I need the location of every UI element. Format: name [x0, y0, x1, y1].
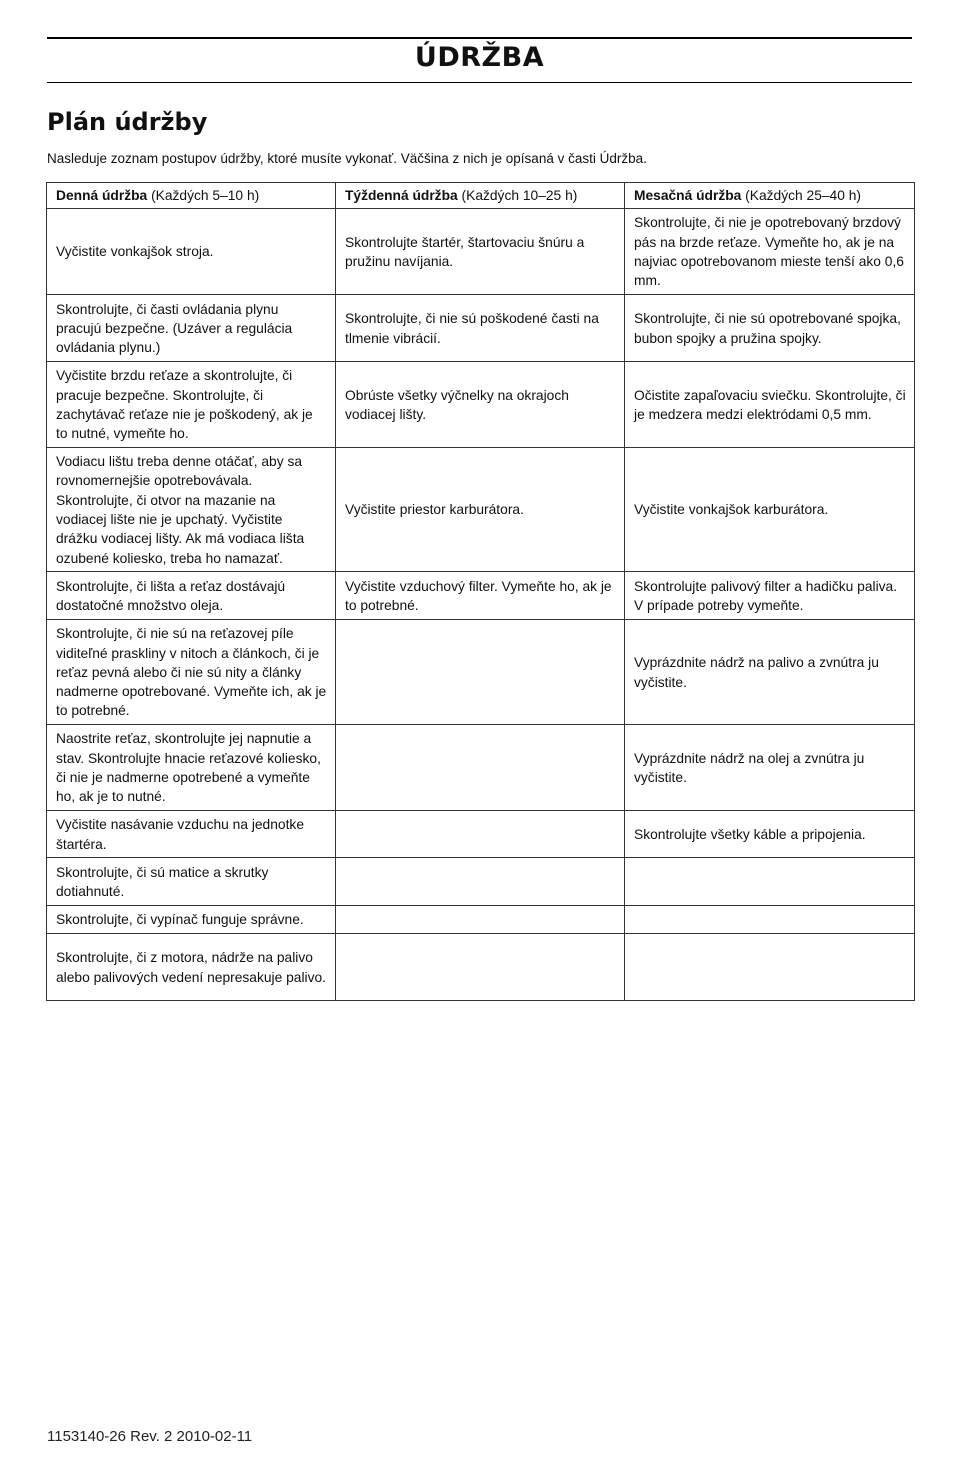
cell-weekly: Vyčistite priestor karburátora. — [336, 448, 625, 572]
cell-monthly: Skontrolujte palivový filter a hadičku paliva. V prípade potreby vymeňte. — [625, 572, 915, 620]
cell-monthly: Vyprázdnite nádrž na olej a zvnútra ju vyčistite. — [625, 725, 915, 811]
cell-daily: Skontrolujte, či lišta a reťaz dostávajú dostatočné množstvo oleja. — [47, 572, 336, 620]
cell-monthly: Vyčistite vonkajšok karburátora. — [625, 448, 915, 572]
cell-monthly: Skontrolujte, či nie je opotrebovaný brzdový pás na brzde reťaze. Vymeňte ho, ak je na najviac opotrebovanom mieste tenší ako 0,6 mm. — [625, 209, 915, 295]
cell-weekly: Vyčistite vzduchový filter. Vymeňte ho, ak je to potrebné. — [336, 572, 625, 620]
header-weekly — [336, 183, 625, 209]
cell-monthly: Vyprázdnite nádrž na palivo a zvnútra ju vyčistite. — [625, 620, 915, 725]
table-row — [47, 448, 915, 572]
cell-daily: Skontrolujte, či časti ovládania plynu pracujú bezpečne. (Uzáver a regulácia ovládania plynu.) — [47, 295, 336, 362]
cell-weekly — [336, 906, 625, 934]
header-rule-bottom — [47, 82, 912, 83]
table-row — [47, 209, 915, 295]
table-row — [47, 934, 915, 1001]
cell-daily: Vyčistite vonkajšok stroja. — [47, 209, 336, 295]
cell-daily: Skontrolujte, či z motora, nádrže na palivo alebo palivových vedení nepresakuje palivo. — [47, 934, 336, 1001]
cell-daily: Skontrolujte, či nie sú na reťazovej píle viditeľné praskliny v nitoch a článkoch, či je reťaz pevná alebo či nie sú nity a články nadmerne opotrebované. Vymeňte ich, ak je to potrebné. — [47, 620, 336, 725]
cell-monthly — [625, 858, 915, 906]
cell-weekly — [336, 858, 625, 906]
header-daily-interval: (Každých 5–10 h) — [147, 187, 260, 203]
header-rule-top — [47, 37, 912, 39]
header-monthly-bold: Mesačná údržba — [634, 187, 742, 203]
table-row — [47, 620, 915, 725]
cell-weekly: Skontrolujte štartér, štartovaciu šnúru a pružinu navíjania. — [336, 209, 625, 295]
header-weekly-bold: Týždenná údržba — [345, 187, 458, 203]
header-monthly-interval: (Každých 25–40 h) — [741, 187, 861, 203]
table-row — [47, 362, 915, 448]
header-daily — [47, 183, 336, 209]
cell-weekly: Obrúste všetky výčnelky na okrajoch vodiacej lišty. — [336, 362, 625, 448]
header-daily-bold: Denná údržba — [56, 187, 148, 203]
cell-daily: Skontrolujte, či vypínač funguje správne. — [47, 906, 336, 934]
cell-monthly — [625, 934, 915, 1001]
cell-monthly: Očistite zapaľovaciu sviečku. Skontrolujte, či je medzera medzi elektródami 0,5 mm. — [625, 362, 915, 448]
document-footer: 1153140-26 Rev. 2 2010-02-11 — [47, 1428, 253, 1445]
table-row — [47, 295, 915, 362]
table-header-row — [47, 183, 915, 209]
cell-daily: Vyčistite nasávanie vzduchu na jednotke štartéra. — [47, 811, 336, 858]
cell-daily: Vodiacu lištu treba denne otáčať, aby sa rovnomernejšie opotrebovávala. Skontrolujte, či otvor na mazanie na vodiacej lište nie je upchatý. Vyčistite drážku vodiacej lišty. Ak má vodiaca lišta ozubené koliesko, treba ho namazať. — [47, 448, 336, 572]
cell-daily: Vyčistite brzdu reťaze a skontrolujte, či pracuje bezpečne. Skontrolujte, či zachytávač reťaze nie je poškodený, ak je to nutné, vymeňte ho. — [47, 362, 336, 448]
intro-text: Nasleduje zoznam postupov údržby, ktoré musíte vykonať. Väčšina z nich je opísaná v časti Údržba. — [47, 151, 647, 166]
page-title: ÚDRŽBA — [414, 42, 545, 73]
cell-weekly — [336, 934, 625, 1001]
table-row — [47, 725, 915, 811]
section-title: Plán údržby — [47, 108, 208, 136]
cell-monthly: Skontrolujte všetky káble a pripojenia. — [625, 811, 915, 858]
table-row — [47, 906, 915, 934]
cell-weekly — [336, 725, 625, 811]
maintenance-schedule-table — [46, 182, 915, 1001]
table-row — [47, 572, 915, 620]
cell-daily: Naostrite reťaz, skontrolujte jej napnutie a stav. Skontrolujte hnacie reťazové koliesko, či nie je nadmerne opotrebené a vymeňte ho, ak je to nutné. — [47, 725, 336, 811]
cell-daily: Skontrolujte, či sú matice a skrutky dotiahnuté. — [47, 858, 336, 906]
table-row — [47, 811, 915, 858]
header-monthly — [625, 183, 915, 209]
cell-weekly — [336, 811, 625, 858]
cell-weekly — [336, 620, 625, 725]
table-row — [47, 858, 915, 906]
cell-weekly: Skontrolujte, či nie sú poškodené časti na tlmenie vibrácií. — [336, 295, 625, 362]
header-weekly-interval: (Každých 10–25 h) — [457, 187, 578, 203]
cell-monthly: Skontrolujte, či nie sú opotrebované spojka, bubon spojky a pružina spojky. — [625, 295, 915, 362]
cell-monthly — [625, 906, 915, 934]
